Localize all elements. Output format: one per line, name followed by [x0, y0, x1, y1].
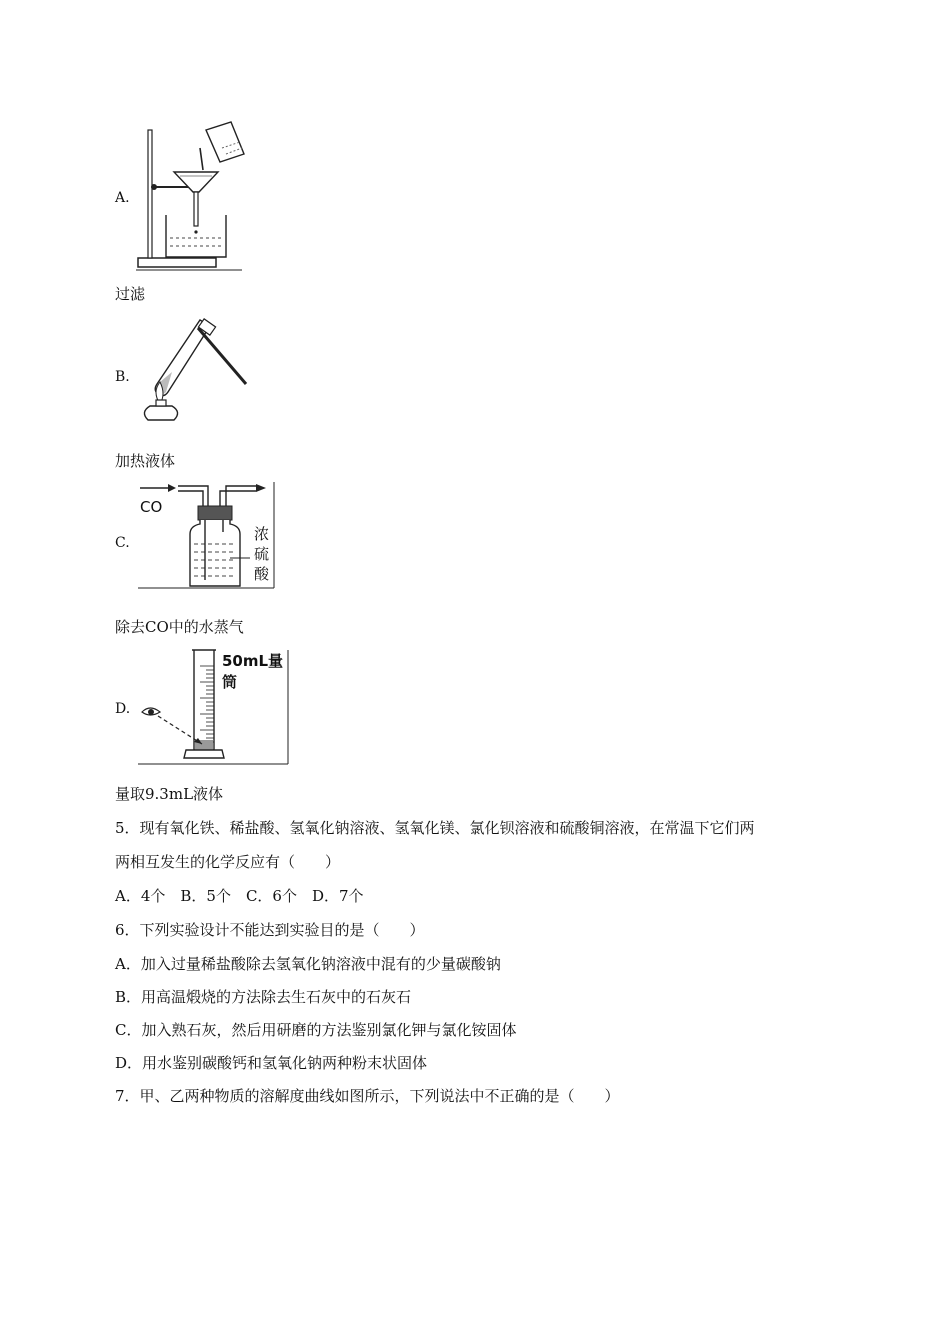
option-c-caption: 除去CO中的水蒸气 [115, 618, 244, 636]
option-d-letter: D. [115, 701, 131, 717]
q6-option-d: D．用水鉴别碳酸钙和氢氧化钠两种粉末状固体 [115, 1054, 428, 1072]
option-c-letter: C. [115, 535, 130, 551]
cylinder-label: 50mL量筒 [222, 652, 284, 691]
option-a-letter: A. [115, 190, 130, 206]
reagent-char-1: 浓 [254, 525, 270, 543]
option-d-caption: 量取9.3mL液体 [115, 785, 224, 803]
q6-stem: 6．下列实验设计不能达到实验目的是（ ） [115, 921, 425, 939]
q5-options: A．4个 B．5个 C．6个 D．7个 [115, 887, 364, 905]
q5-stem-line2: 两相互发生的化学反应有（ ） [115, 853, 341, 871]
option-b-caption: 加热液体 [115, 452, 176, 470]
filtration-figure [136, 120, 246, 272]
q5-stem-line1: 5．现有氧化铁、稀盐酸、氢氧化钠溶液、氢氧化镁、氯化钡溶液和硫酸铜溶液，在常温下它们两 [115, 819, 755, 837]
reagent-char-2: 硫 [254, 545, 270, 563]
option-a-caption: 过滤 [115, 285, 146, 303]
q6-option-a: A．加入过量稀盐酸除去氢氧化钠溶液中混有的少量碳酸钠 [115, 955, 501, 973]
gas-washing-bottle-figure [138, 480, 278, 590]
option-b-letter: B. [115, 369, 130, 385]
q7-stem: 7．甲、乙两种物质的溶解度曲线如图所示，下列说法中不正确的是（ ） [115, 1087, 620, 1105]
q6-option-c: C．加入熟石灰，然后用研磨的方法鉴别氯化钾与氯化铵固体 [115, 1021, 517, 1039]
gas-label: CO [140, 498, 163, 516]
reagent-char-3: 酸 [254, 565, 270, 583]
q6-option-b: B．用高温煅烧的方法除去生石灰中的石灰石 [115, 988, 412, 1006]
measuring-cylinder-figure [138, 646, 293, 770]
heating-liquid-figure [138, 312, 250, 424]
